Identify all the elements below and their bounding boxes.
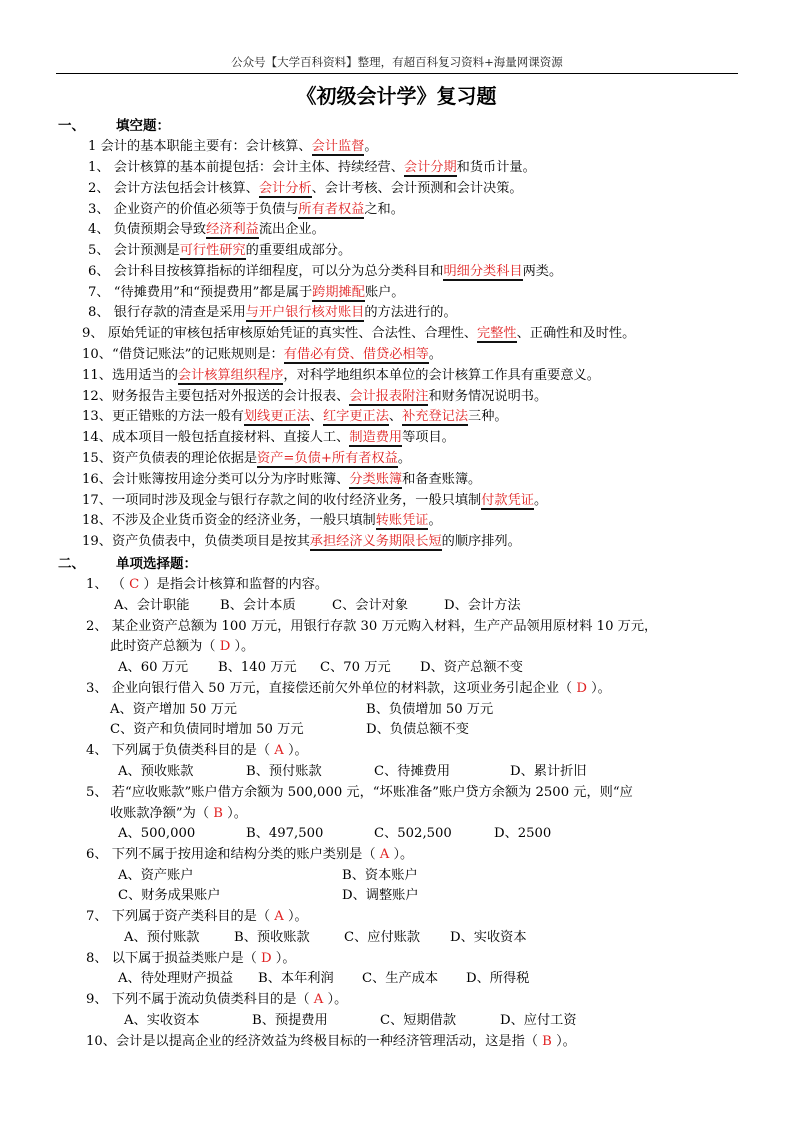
option-b: B、预提费用 [252,1013,328,1028]
option-d: D、实收资本 [450,930,527,945]
question-stem [86,949,296,969]
question-text: ）。 [283,909,308,924]
option-a: A、60 万元 [118,660,189,675]
header-divider [56,73,738,74]
question-options [110,720,469,740]
answer-letter: A [274,909,284,924]
question-options [118,866,418,886]
question-stem [86,907,308,927]
item-text: 两类。 [522,264,563,279]
option-b: B、本年利润 [258,971,334,986]
answer-blank: 完整性 [477,326,517,341]
option-a: A、预付账款 [124,930,200,945]
section-title: 单项选择题： [116,556,197,572]
fill-item [82,511,442,531]
option-d: D、应付工资 [500,1013,577,1028]
fill-item [82,324,635,344]
fill-item [82,407,508,427]
option-d: D、负债总额不变 [366,722,469,737]
item-text: 、会计考核、会计预测和会计决策。 [311,181,523,196]
fill-item [88,179,523,199]
section-heading-fill-in [58,116,170,136]
item-text: ，对科学地组织本单位的会计核算工作具有重要意义。 [283,368,600,383]
option-c: C、资产和负债同时增加 50 万元 [110,722,304,737]
question-stem [86,990,347,1010]
question-text: ）。 [323,992,348,1007]
fill-item [88,303,457,323]
question-stem [86,783,633,803]
fill-item [82,387,547,407]
item-text: 6、 会计科目按核算指标的详细程度，可以分为总分类科目和 [88,264,444,279]
answer-blank: 转账凭证 [375,513,429,528]
question-text: ）。 [389,847,414,862]
fill-item [82,345,442,365]
question-stem [86,617,657,637]
question-text: ）是指会计核算和监督的内容。 [139,577,329,592]
question-text: 4、 下列属于负债类科目的是（ [86,743,275,758]
question-options [124,928,527,948]
question-text: 6、 下列不属于按用途和结构分类的账户类别是（ [86,847,380,862]
fill-item [82,532,521,552]
item-text: 的顺序排列。 [441,534,521,549]
question-text: 9、 下列不属于流动负债类科目的是（ [86,992,314,1007]
question-text: 此时资产总额为（ [110,639,220,654]
question-options [118,886,419,906]
item-text: 18、不涉及企业货币资金的经济业务，一般只填制 [82,513,376,528]
question-options [118,969,529,989]
item-text: 、 [388,409,403,424]
answer-letter: D [261,951,272,966]
document-title: 《初级会计学》复习题 [296,84,497,108]
fill-item [82,366,600,386]
answer-blank: 与开户银行核对账目 [245,305,365,320]
answer-blank: 分类账簿 [349,472,403,487]
question-text: ）。 [230,639,255,654]
answer-blank: 制造费用 [349,430,403,445]
item-text: 3、 企业资产的价值必须等于负债与 [88,202,299,217]
item-text: 16、会计账簿按用途分类可以分为序时账簿、 [82,472,350,487]
answer-letter: A [379,847,390,862]
option-b: B、资本账户 [342,868,418,883]
option-d: D、累计折旧 [510,764,587,779]
question-options [110,700,493,720]
section-number: 二、 [58,556,85,572]
question-text: ）。 [283,743,308,758]
question-text: 7、 下列属于资产类科目的是（ [86,909,275,924]
answer-letter: D [576,681,587,696]
question-stem-cont [110,804,247,824]
section-heading-single-choice [58,554,197,574]
option-a: A、待处理财产损益 [118,971,234,986]
answer-blank: 会计分析 [258,181,312,196]
option-c: C、财务成果账户 [118,888,221,903]
option-a: A、资产账户 [118,868,194,883]
item-text: 7、 “待摊费用”和“预提费用”都是属于 [88,285,313,300]
item-text: 17、一项同时涉及现金与银行存款之间的收付经济业务，一般只填制 [82,493,482,508]
option-b: B、负债增加 50 万元 [366,702,494,717]
question-options [124,1011,577,1031]
fill-item [82,428,455,448]
question-stem-cont [110,637,254,657]
answer-blank: 资产=负债+所有者权益 [257,451,398,466]
item-text: 和货币计量。 [456,160,536,175]
fill-item [88,220,325,240]
question-stem [86,575,328,595]
question-options [118,658,523,678]
item-text: 9、 原始凭证的审核包括审核原始凭证的真实性、合法性、合理性、 [82,326,478,341]
answer-blank: 付款凭证 [481,493,534,508]
section-title: 填空题： [116,118,170,134]
item-text: 、 [309,409,323,424]
option-b: B、预付账款 [246,764,322,779]
item-text: 1 会计的基本职能主要有：会计核算、 [88,139,312,154]
item-text: 5、 会计预测是 [88,243,180,258]
fill-item [82,491,547,511]
item-text: 19、资产负债表中，负债类项目是按其 [82,534,310,549]
question-text: ）。 [551,1034,576,1049]
option-c: C、70 万元 [320,660,391,675]
item-text: 1、 会计核算的基本前提包括：会计主体、持续经营、 [88,160,404,175]
option-c: C、生产成本 [362,971,439,986]
answer-blank: 会计监督 [311,139,365,154]
option-c: C、502,500 [374,826,452,841]
option-d: D、会计方法 [444,598,521,613]
option-c: C、短期借款 [380,1013,457,1028]
option-a: A、实收资本 [124,1013,200,1028]
option-c: C、应付账款 [344,930,421,945]
option-a: A、会计职能 [114,598,190,613]
option-a: A、500,000 [118,826,196,841]
option-a: A、资产增加 50 万元 [110,702,237,717]
question-stem [86,679,611,699]
option-d: D、所得税 [466,971,530,986]
question-text: 5、 若“应收账款”账户借方余额为 500,000 元，“坏账准备”账户贷方余额为 2500 元，则“应 [86,785,633,800]
fill-item [88,262,562,282]
item-text: 。 [428,347,442,362]
answer-blank: 会计报表附注 [349,389,429,404]
item-text: 12、财务报告主要包括对外报送的会计报表、 [82,389,350,404]
fill-item [88,200,404,220]
item-text: 的重要组成部分。 [245,243,352,258]
item-text: 的方法进行的。 [364,305,457,320]
item-text: 10、“借贷记账法”的记账规则是： [82,347,284,362]
answer-blank: 会计核算组织程序 [177,368,284,383]
item-text: 流出企业。 [258,222,325,237]
item-text: 2、 会计方法包括会计核算、 [88,181,259,196]
answer-letter: D [219,639,231,654]
question-text: ）。 [222,806,247,821]
fill-item [88,137,378,157]
item-text: 。 [397,451,412,466]
question-options [114,596,521,616]
item-text: 和财务情况说明书。 [428,389,548,404]
answer-letter: B [542,1034,552,1049]
answer-blank: 补充登记法 [402,409,469,424]
question-stem [86,845,413,865]
answer-blank: 明细分类科目 [443,264,523,279]
answer-blank: 可行性研究 [179,243,246,258]
answer-blank: 有借必有贷、借贷必相等 [283,347,429,362]
item-text: 账户。 [364,285,405,300]
item-text: 。 [428,513,442,528]
item-text: 8、 银行存款的清查是采用 [88,305,246,320]
option-d: D、调整账户 [342,888,419,903]
section-number: 一、 [58,118,85,134]
option-b: B、497,500 [246,826,324,841]
question-text: 收账款净额”为（ [110,806,214,821]
question-stem [86,1032,576,1052]
item-text: 三种。 [468,409,508,424]
item-text: 、正确性和及时性。 [516,326,636,341]
option-b: B、会计本质 [220,598,296,613]
question-options [118,762,587,782]
question-options [118,824,551,844]
question-text: 1、 （ [86,577,130,592]
option-c: C、待摊费用 [374,764,451,779]
answer-letter: B [213,806,223,821]
fill-item [88,158,536,178]
question-text: ）。 [271,951,296,966]
item-text: 等项目。 [402,430,455,445]
answer-letter: A [313,992,324,1007]
fill-item [88,283,405,303]
answer-blank: 划线更正法 [243,409,310,424]
item-text: 14、成本项目一般包括直接材料、直接人工、 [82,430,350,445]
item-text: 15、资产负债表的理论依据是 [82,451,258,466]
item-text: 13、更正错账的方法一般有 [82,409,244,424]
item-text: 11、选用适当的 [82,368,178,383]
option-c: C、会计对象 [332,598,409,613]
item-text: 4、 负债预期会导致 [88,222,207,237]
item-text: 之和。 [364,202,404,217]
question-stem [86,741,308,761]
option-a: A、预收账款 [118,764,194,779]
question-text: ）。 [586,681,611,696]
fill-item [82,470,481,490]
answer-blank: 所有者权益 [298,202,365,217]
answer-blank: 跨期摊配 [312,285,365,300]
question-text: 8、 以下属于损益类账户是（ [86,951,262,966]
option-d: D、2500 [494,826,552,841]
item-text: 。 [533,493,548,508]
item-text: 和备查账簿。 [402,472,482,487]
answer-letter: A [274,743,284,758]
option-b: B、预收账款 [234,930,310,945]
item-text: 。 [364,139,378,154]
option-b: B、140 万元 [218,660,297,675]
question-text: 3、 企业向银行借入 50 万元，直接偿还前欠外单位的材料款，这项业务引起企业（ [86,681,577,696]
answer-blank: 经济利益 [206,222,259,237]
question-text: 2、 某企业资产总额为 100 万元，用银行存款 30 万元购入材料，生产产品领用原材料 10 万元， [86,619,658,634]
page-header-banner: 公众号【大学百科资料】整理，有超百科复习资料+海量网课资源 [231,55,563,69]
fill-item [82,449,411,469]
answer-blank: 红字更正法 [322,409,389,424]
option-d: D、资产总额不变 [420,660,523,675]
question-text: 10、会计是以提高企业的经济效益为终极目标的一种经济管理活动，这是指（ [86,1034,543,1049]
answer-blank: 会计分期 [403,160,457,175]
answer-letter: C [129,577,140,592]
fill-item [88,241,351,261]
answer-blank: 承担经济义务期限长短 [309,534,442,549]
